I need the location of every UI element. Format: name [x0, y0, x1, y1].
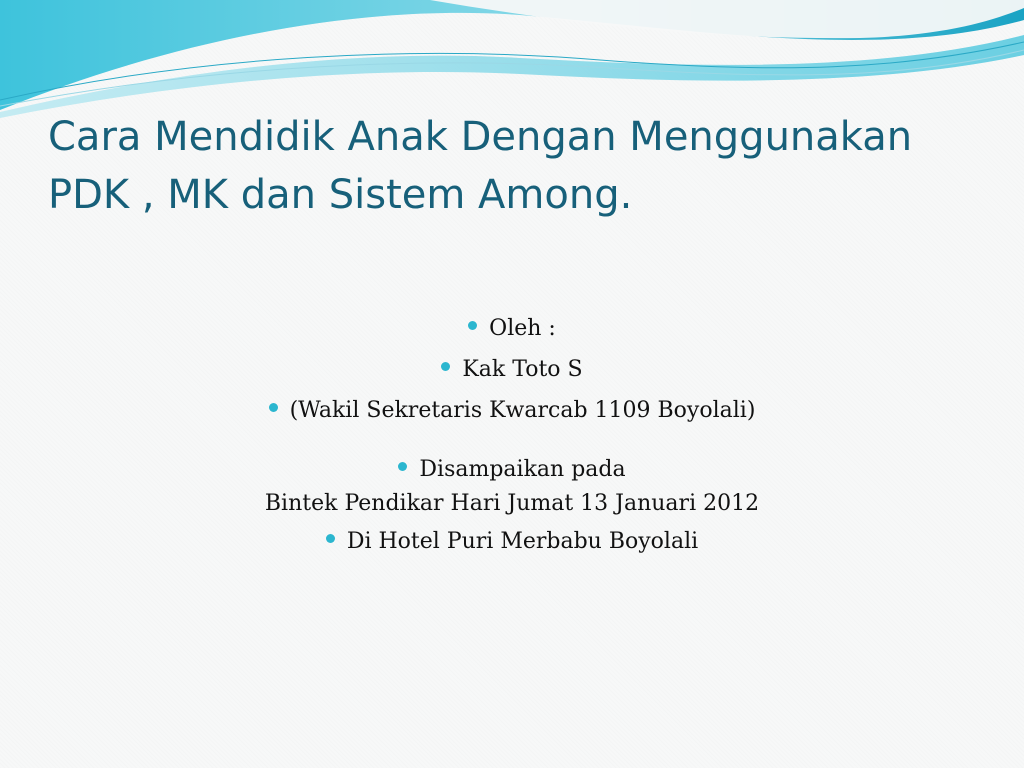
title-line-1: Cara Mendidik Anak Dengan Menggunakan — [48, 114, 913, 160]
bullet-item-author — [0, 349, 1024, 390]
bullet-item-oleh — [0, 308, 1024, 349]
round-bullet-icon — [398, 462, 407, 471]
bullet-item-role — [0, 390, 1024, 431]
round-bullet-icon — [269, 403, 278, 412]
bullet-text: (Wakil Sekretaris Kwarcab 1109 Boyolali) — [289, 398, 756, 423]
slide-title — [48, 108, 988, 224]
bullet-continuation: Bintek Pendikar Hari Jumat 13 Januari 2012 — [264, 491, 760, 516]
round-bullet-icon — [441, 362, 450, 371]
round-bullet-icon — [468, 321, 477, 330]
bullet-text: Kak Toto S — [462, 357, 583, 382]
round-bullet-icon — [326, 534, 335, 543]
bullet-item-location — [0, 521, 1024, 562]
bullet-text: Disampaikan pada — [419, 457, 626, 482]
bullet-list — [0, 308, 1024, 562]
bullet-text: Oleh : — [489, 316, 556, 341]
title-line-2: PDK , MK dan Sistem Among. — [48, 172, 633, 218]
bullet-item-presented — [0, 453, 1024, 521]
bullet-text: Di Hotel Puri Merbabu Boyolali — [346, 529, 699, 554]
